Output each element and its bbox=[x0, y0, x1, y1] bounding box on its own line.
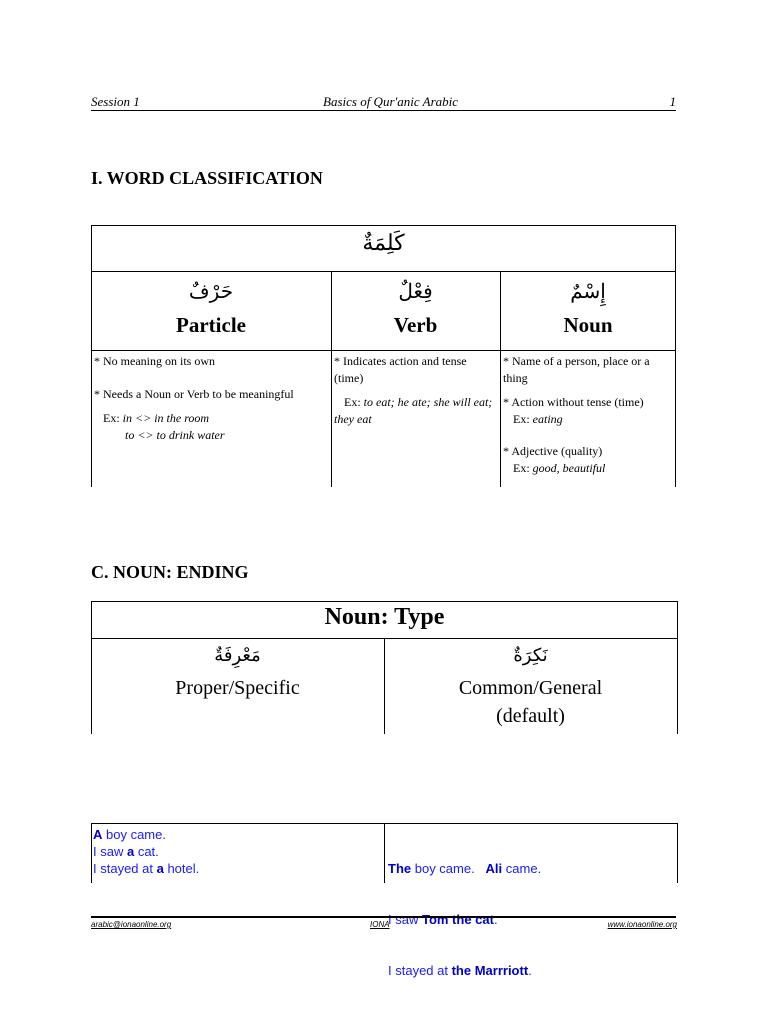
section-title-word-classification: I. WORD CLASSIFICATION bbox=[91, 168, 323, 188]
example-bold: a bbox=[156, 861, 164, 876]
column-divider bbox=[331, 271, 332, 487]
example-prefix: Ex: bbox=[103, 411, 123, 425]
example-line bbox=[93, 826, 199, 843]
table-left-edge bbox=[91, 351, 92, 487]
example-mid: boy came. bbox=[411, 861, 486, 876]
example-line bbox=[388, 911, 541, 928]
arabic-nakirah: نَكِرَةٌ bbox=[513, 645, 548, 666]
noun-description bbox=[503, 353, 673, 476]
verb-line-1: * Indicates action and tense (time) bbox=[334, 354, 467, 385]
noun-line-1: * Name of a person, place or a thing bbox=[503, 354, 650, 385]
section-title-noun-ending: C. NOUN: ENDING bbox=[91, 562, 249, 582]
label-particle: Particle bbox=[176, 313, 246, 337]
example-bold: a bbox=[126, 844, 135, 859]
example-prefix: Ex: bbox=[344, 395, 364, 409]
example-rest: came. bbox=[502, 861, 542, 876]
example-pre: I stayed at bbox=[93, 861, 157, 876]
example-pre: I stayed at bbox=[388, 963, 452, 978]
example-text: in <> in the room bbox=[122, 411, 210, 425]
example-bold: Tom the cat bbox=[421, 912, 494, 927]
verb-description bbox=[334, 353, 498, 427]
example-text: to eat; he ate; she will eat; they eat bbox=[334, 395, 493, 426]
example-line bbox=[388, 962, 541, 979]
example-line bbox=[93, 860, 199, 877]
label-noun: Noun bbox=[563, 313, 613, 337]
example-text: eating bbox=[532, 411, 563, 426]
arabic-ism: إِسْمٌ bbox=[570, 279, 606, 303]
particle-line-2: * Needs a Noun or Verb to be meaningful bbox=[94, 386, 294, 401]
example-bold: Ali bbox=[485, 861, 503, 876]
noun-type-title: Noun: Type bbox=[324, 604, 445, 630]
header-title: Basics of Qur'anic Arabic bbox=[323, 94, 459, 109]
column-divider bbox=[500, 271, 501, 487]
noun-example-2 bbox=[503, 411, 673, 428]
example-rest: . bbox=[493, 912, 498, 927]
example-prefix: Ex: bbox=[513, 411, 533, 426]
example-rest: cat. bbox=[134, 844, 159, 859]
examples-definite bbox=[388, 826, 541, 1013]
footer-website-link[interactable]: www.ionaonline.org bbox=[607, 920, 677, 929]
verb-example bbox=[334, 394, 498, 427]
label-verb: Verb bbox=[393, 313, 438, 337]
particle-description bbox=[94, 353, 328, 443]
table-right-edge bbox=[677, 638, 678, 734]
label-proper-specific: Proper/Specific bbox=[175, 677, 300, 699]
example-line bbox=[388, 860, 541, 877]
particle-example-2: to <> to drink water bbox=[125, 427, 225, 442]
footer-org: IONA bbox=[370, 920, 390, 929]
example-text: good, beautiful bbox=[532, 460, 606, 475]
header-session: Session 1 bbox=[91, 94, 140, 109]
example-rest: . bbox=[528, 963, 532, 978]
example-line bbox=[93, 843, 199, 860]
column-divider bbox=[384, 823, 385, 883]
noun-line-3: * Adjective (quality) bbox=[503, 444, 603, 458]
header-rule bbox=[91, 110, 676, 111]
example-pre: I saw bbox=[93, 844, 127, 859]
example-bold: the Marrriott bbox=[451, 963, 529, 978]
noun-type-table bbox=[91, 601, 678, 734]
footer-rule bbox=[91, 916, 676, 918]
table-right-edge bbox=[675, 351, 676, 487]
noun-line-2: * Action without tense (time) bbox=[503, 395, 644, 409]
arabic-harf: حَرْفٌ bbox=[188, 279, 234, 303]
arabic-fil: فِعْلٌ bbox=[398, 279, 433, 303]
example-pre: I saw bbox=[388, 912, 422, 927]
label-default: (default) bbox=[496, 705, 565, 727]
example-bold: The bbox=[388, 861, 412, 876]
arabic-marifah: مَعْرِفَةٌ bbox=[214, 645, 261, 666]
word-classification-table bbox=[91, 225, 676, 487]
particle-example-1 bbox=[94, 410, 328, 427]
example-rest: boy came. bbox=[102, 827, 166, 842]
examples-indefinite bbox=[93, 826, 199, 877]
header-page-number: 1 bbox=[669, 94, 676, 109]
example-bold: A bbox=[93, 827, 103, 842]
noun-example-3 bbox=[503, 460, 673, 477]
particle-line-1: * No meaning on its own bbox=[94, 354, 215, 368]
example-rest: hotel. bbox=[163, 861, 200, 876]
footer-email-link[interactable]: arabic@ionaonline.org bbox=[91, 920, 172, 929]
example-prefix: Ex: bbox=[513, 460, 533, 475]
arabic-word-kalimah: كَلِمَةٌ bbox=[362, 231, 405, 256]
label-common-general: Common/General bbox=[458, 677, 603, 699]
